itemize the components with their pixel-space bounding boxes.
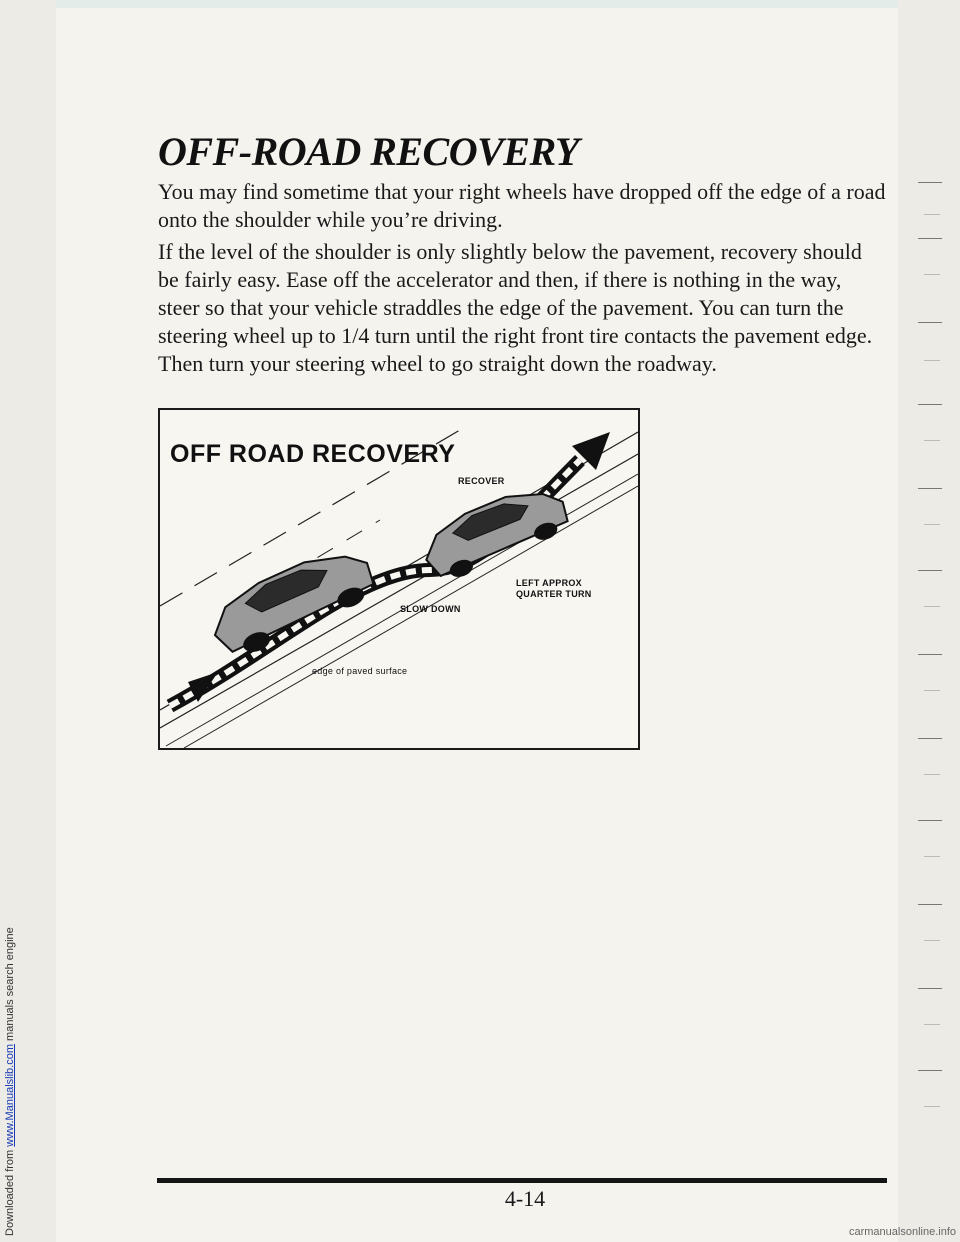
footer-watermark: carmanualsonline.info (848, 1226, 956, 1238)
top-band (0, 0, 960, 8)
watermark-suffix: manuals search engine (4, 927, 16, 1045)
paragraph-2: If the level of the shoulder is only slightly below the pavement, recovery should be fairly easy. Ease off the accelerator and then, if there is nothing in the way, steer so that your vehicle straddles the edge of the pavement. You can turn the steering wheel up to 1/4 turn until the right front tire contacts the pavement edge. Then turn your steering wheel to go straight down the roadway. (158, 239, 873, 376)
margin-tick (918, 988, 942, 989)
margin-tick (918, 570, 942, 571)
label-slow-down: SLOW DOWN (400, 604, 461, 614)
right-margin (898, 0, 960, 1242)
margin-tick (924, 274, 940, 275)
label-recover: RECOVER (458, 476, 505, 486)
margin-tick (924, 774, 940, 775)
margin-tick (924, 606, 940, 607)
paragraph-1: You may find sometime that your right wheels have dropped off the edge of a road onto the shoulder while you’re driving. (158, 179, 886, 232)
margin-tick (918, 654, 942, 655)
margin-tick (924, 856, 940, 857)
margin-tick (924, 440, 940, 441)
watermark-link[interactable]: www.Manualslib.com (4, 1044, 16, 1147)
margin-tick (924, 1024, 940, 1025)
margin-tick (924, 690, 940, 691)
margin-tick (918, 820, 942, 821)
watermark-prefix: Downloaded from (4, 1146, 16, 1236)
margin-tick (918, 238, 942, 239)
margin-tick (924, 214, 940, 215)
margin-tick (918, 322, 942, 323)
recovery-path-arrow (170, 432, 610, 706)
label-left-quarter-turn: LEFT APPROX QUARTER TURN (516, 578, 592, 599)
label-edge-of-paved-surface: edge of paved surface (312, 666, 408, 676)
margin-tick (918, 738, 942, 739)
margin-tick (924, 1106, 940, 1107)
page-number: 4-14 (504, 1186, 546, 1211)
margin-tick (924, 524, 940, 525)
margin-tick (918, 404, 942, 405)
margin-tick (924, 360, 940, 361)
margin-tick (924, 940, 940, 941)
margin-tick (918, 1070, 942, 1071)
figure-title: OFF ROAD RECOVERY (170, 440, 456, 468)
side-watermark (4, 927, 16, 1236)
margin-tick (918, 904, 942, 905)
page-title: OFF-ROAD RECOVERY (158, 129, 579, 174)
car-lower (202, 541, 382, 664)
footer-rule (157, 1178, 887, 1183)
margin-tick (918, 488, 942, 489)
margin-tick (918, 182, 942, 183)
off-road-recovery-figure (158, 408, 640, 750)
